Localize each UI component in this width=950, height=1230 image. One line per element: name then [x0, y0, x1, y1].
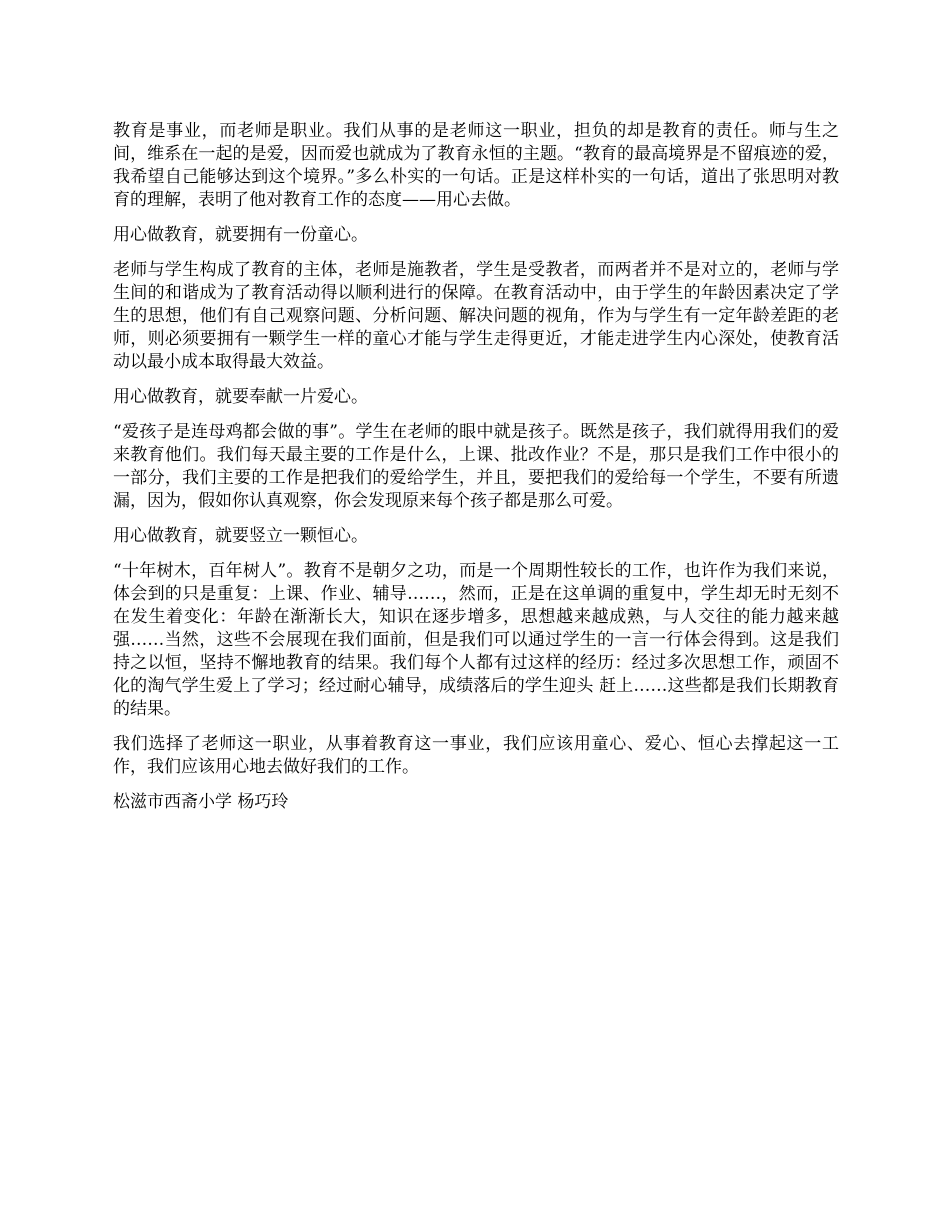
heading-childlike-heart: 用心做教育，就要拥有一份童心。 — [113, 225, 368, 245]
paragraph-childlike-heart: 老师与学生构成了教育的主体，老师是施教者，学生是受教者，而两者并不是对立的，老师与学生间的和谐成为了教育活动得以顺利进行的保障。在教育活动中，由于学生的年龄因素决定了学生的思想，他们有自己观察问题、分析问题、解决问题的视角，作为与学生有一定年龄差距的老师，则必须要拥有一颗学生一样的童心才能与学生走得更近，才能走进学生内心深处，使教育活动以最小成本取得最大效益。 — [113, 260, 839, 372]
conclusion-paragraph: 我们选择了老师这一职业，从事着教育这一事业，我们应该用童心、爱心、恒心去撑起这一工作，我们应该用心地去做好我们的工作。 — [113, 734, 839, 777]
paragraph-perseverance: “十年树木，百年树人”。教育不是朝夕之功，而是一个周期性较长的工作，也许作为我们来说，体会到的只是重复：上课、作业、辅导……，然而，正是在这单调的重复中，学生却无时无刻不在发生着变化：年龄在渐渐长大，知识在逐步增多，思想越来越成熟，与人交往的能力越来越强……当然，这些不会展现在我们面前，但是我们可以通过学生的一言一行体会得到。这是我们持之以恒，坚持不懈地教育的结果。我们每个人都有过这样的经历：经过多次思想工作，顽固不化的淘气学生爱上了学习；经过耐心辅导，成绩落后的学生迎头 赶上……这些都是我们长期教育的结果。 — [113, 561, 839, 719]
intro-paragraph: 教育是事业，而老师是职业。我们从事的是老师这一职业，担负的却是教育的责任。师与生之间，维系在一起的是爱，因而爱也就成为了教育永恒的主题。“教育的最高境界是不留痕迹的爱，我希望自己能够达到这个境界。”多么朴实的一句话。正是这样朴实的一句话，道出了张思明对教育的理解，表明了他对教育工作的态度——用心去做。 — [113, 121, 839, 210]
heading-perseverance: 用心做教育，就要竖立一颗恒心。 — [113, 526, 368, 546]
author-signature: 松滋市西斋小学 杨巧玲 — [113, 792, 289, 812]
heading-loving-heart: 用心做教育，就要奉献一片爱心。 — [113, 387, 368, 407]
paragraph-loving-heart: “爱孩子是连母鸡都会做的事”。学生在老师的眼中就是孩子。既然是孩子，我们就得用我们的爱来教育他们。我们每天最主要的工作是什么，上课、批改作业？不是，那只是我们工作中很小的一部分，我们主要的工作是把我们的爱给学生，并且，要把我们的爱给每一个学生，不要有所遗漏，因为，假如你认真观察，你会发现原来每个孩子都是那么可爱。 — [113, 422, 839, 511]
document-body — [113, 120, 839, 826]
